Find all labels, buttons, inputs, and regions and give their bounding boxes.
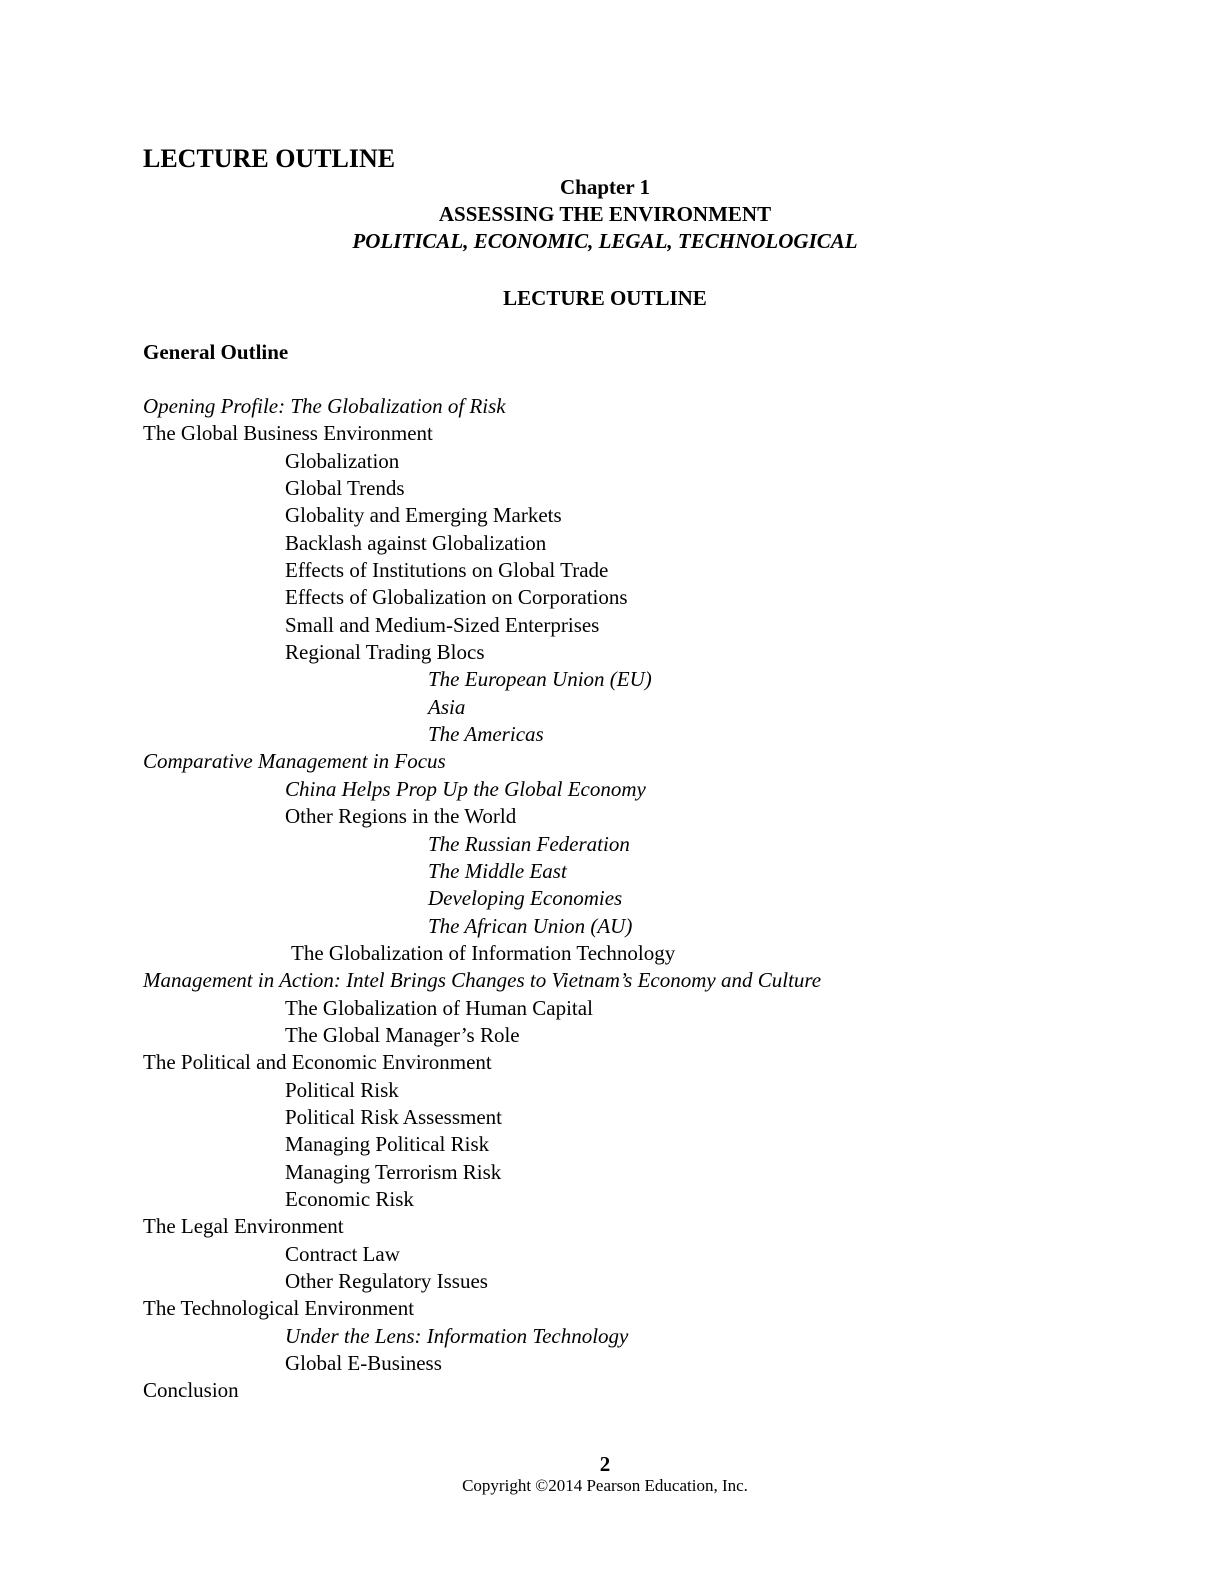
outline-item: Small and Medium-Sized Enterprises xyxy=(285,612,600,637)
outline-item: Globalization xyxy=(285,448,400,473)
outline-item: The Political and Economic Environment xyxy=(143,1050,492,1075)
outline-item: Other Regulatory Issues xyxy=(285,1269,488,1293)
outline-item: The Globalization of Human Capital xyxy=(285,995,593,1020)
outline-item: Under the Lens: Information Technology xyxy=(285,1323,629,1348)
outline-item: Comparative Management in Focus xyxy=(143,749,446,774)
outline-item: The Globalization of Information Technology xyxy=(291,940,676,965)
outline-list xyxy=(143,393,1143,1405)
outline-item: The African Union (AU) xyxy=(428,913,633,938)
outline-item: Political Risk xyxy=(285,1077,399,1102)
outline-item: China Helps Prop Up the Global Economy xyxy=(285,776,646,801)
outline-item: The Middle East xyxy=(428,858,567,883)
chapter-title: ASSESSING THE ENVIRONMENT xyxy=(438,202,772,226)
outline-item: The Legal Environment xyxy=(143,1214,344,1239)
chapter-header xyxy=(0,174,1210,255)
outline-item: Managing Political Risk xyxy=(285,1132,490,1157)
outline-item: Economic Risk xyxy=(285,1186,414,1211)
chapter-number: Chapter 1 xyxy=(559,175,651,199)
page-number: 2 xyxy=(599,1452,611,1476)
outline-item: Managing Terrorism Risk xyxy=(285,1159,502,1184)
outline-item: The European Union (EU) xyxy=(428,667,652,692)
main-heading: LECTURE OUTLINE xyxy=(143,144,396,173)
outline-item: Globality and Emerging Markets xyxy=(285,503,562,528)
outline-item: Other Regions in the World xyxy=(285,804,517,829)
outline-item: Developing Economies xyxy=(428,886,623,911)
outline-item: Effects of Institutions on Global Trade xyxy=(285,558,609,583)
outline-item: Contract Law xyxy=(285,1241,400,1266)
outline-item: Global Trends xyxy=(285,476,405,501)
page-footer xyxy=(0,1452,1210,1496)
outline-item: Effects of Globalization on Corporations xyxy=(285,585,628,610)
chapter-subtitle: POLITICAL, ECONOMIC, LEGAL, TECHNOLOGICAL xyxy=(352,229,858,253)
outline-item: The Global Manager’s Role xyxy=(285,1022,520,1047)
outline-item: Conclusion xyxy=(143,1378,239,1403)
outline-item: Asia xyxy=(428,694,466,719)
outline-item: The Global Business Environment xyxy=(143,421,433,446)
copyright-notice: Copyright ©2014 Pearson Education, Inc. xyxy=(462,1476,748,1495)
outline-item: Political Risk Assessment xyxy=(285,1104,503,1129)
section-heading: General Outline xyxy=(143,340,289,364)
outline-item: Regional Trading Blocs xyxy=(285,640,485,665)
sub-heading: LECTURE OUTLINE xyxy=(503,286,707,310)
outline-item: The Technological Environment xyxy=(143,1296,415,1321)
outline-item: Global E-Business xyxy=(285,1351,442,1376)
outline-item: Management in Action: Intel Brings Changes to Vietnam’s Economy and Culture xyxy=(143,968,822,993)
outline-item: Backlash against Globalization xyxy=(285,530,547,555)
outline-item: Opening Profile: The Globalization of Risk xyxy=(143,394,506,418)
outline-item: The Americas xyxy=(428,722,544,747)
outline-item: The Russian Federation xyxy=(428,831,630,856)
